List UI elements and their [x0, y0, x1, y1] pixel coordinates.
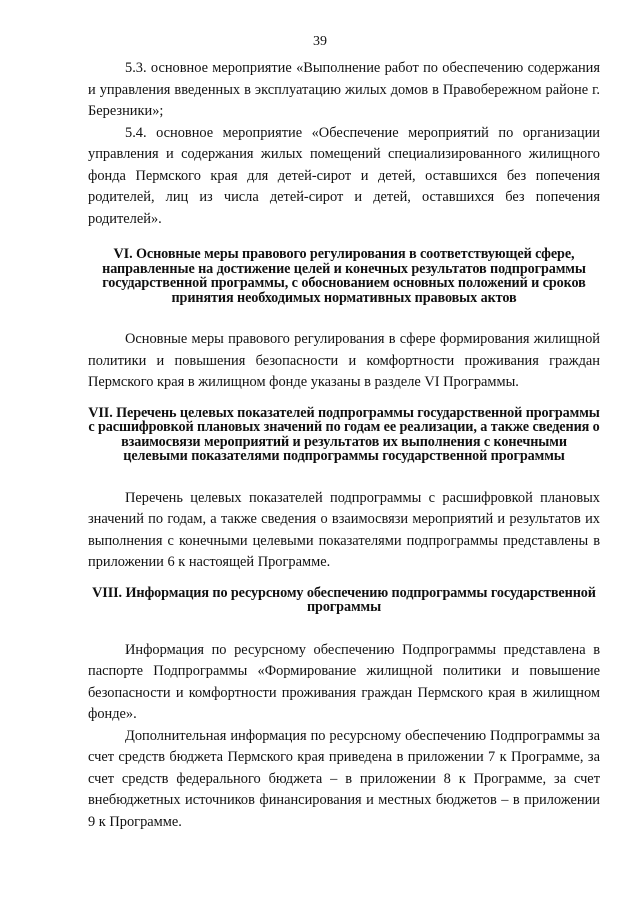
section-vi-heading: VI. Основные меры правового регулирования в соответствующей сфере, направленные на достижение целей и конечных результатов подпрограммы государственной программы, с обоснованием основных положений и сроков принятия необходимых нормативных правовых актов: [102, 246, 586, 306]
document-body: [88, 58, 600, 833]
section-vii-text: Перечень целевых показателей подпрограммы с расшифровкой плановых значений по годам, а также сведения о взаимосвязи мероприятий и результатов их выполнения с конечными целевыми показателями подпрограммы представлены в приложении 6 к настоящей Программе.: [88, 489, 600, 570]
paragraph-5-3: 5.3. основное мероприятие «Выполнение работ по обеспечению содержания и управления введенных в эксплуатацию жилых домов в Правобережном районе г. Березники»;: [88, 60, 600, 119]
section-viii-heading: VIII. Информация по ресурсному обеспечению подпрограммы государственной программы: [92, 584, 596, 615]
section-viii-text-1: Информация по ресурсному обеспечению Подпрограммы представлена в паспорте Подпрограммы «Формирование жилищной политики и повышение безопасности и комфортности проживания граждан Пермского края в жилищном фонде».: [88, 641, 600, 722]
section-viii-text-2: Дополнительная информация по ресурсному обеспечению Подпрограммы за счет средств бюджета Пермского края приведена в приложении 7 к Программе, за счет средств федерального бюджета – в приложении 8 к Программе, за счет внебюджетных источников финансирования и местных бюджетов – в приложении 9 к Программе.: [88, 727, 600, 830]
paragraph-5-4: 5.4. основное мероприятие «Обеспечение мероприятий по организации управления и содержания жилых помещений специализированного жилищного фонда Пермского края для детей-сирот и детей, оставшихся без попечения родителей, лиц из числа детей-сирот и детей, оставшихся без попечения родителей».: [88, 124, 600, 227]
page-number: 39: [313, 34, 327, 49]
section-vii-heading: VII. Перечень целевых показателей подпрограммы государственной программы с расшифровкой плановых значений по годам ее реализации, а также сведения о взаимосвязи мероприятий и результатов их выполнения с конечными целевыми показателями подпрограммы государственной программы: [88, 404, 600, 464]
section-vi-text: Основные меры правового регулирования в сфере формирования жилищной политики и повышения безопасности и комфортности проживания граждан Пермского края в жилищном фонде указаны в разделе VI Программы.: [88, 331, 600, 390]
